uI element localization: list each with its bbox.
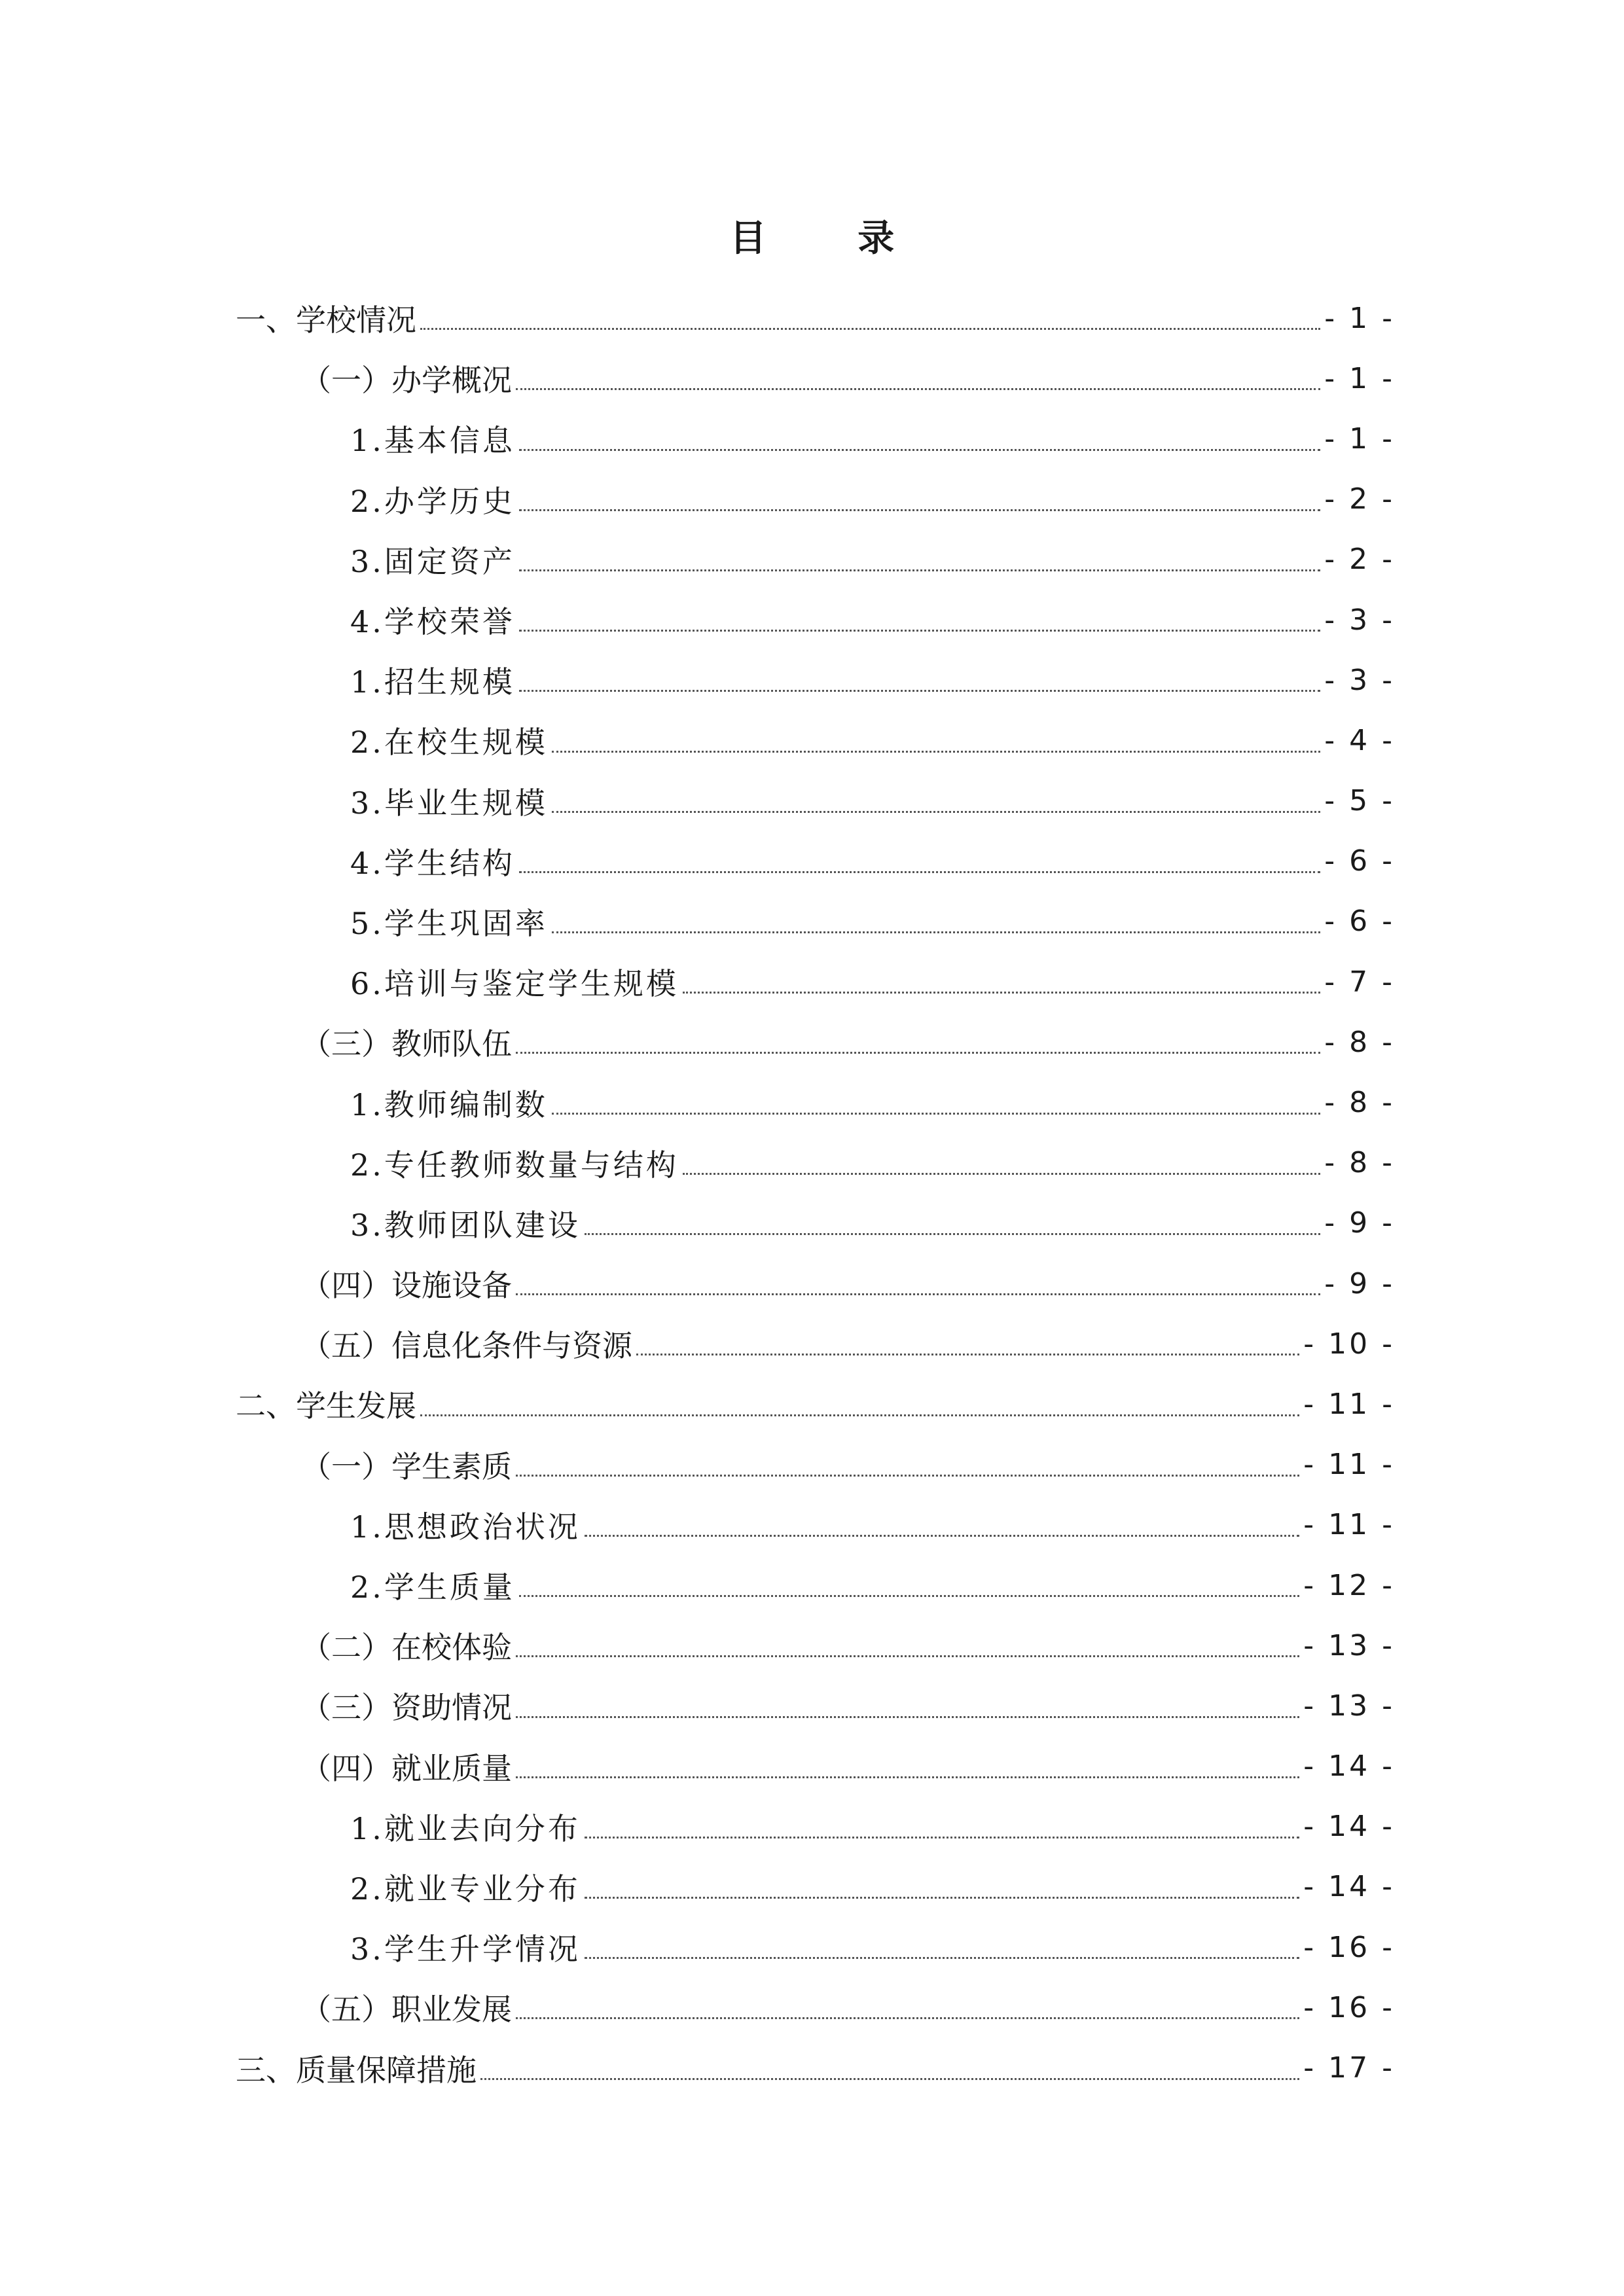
toc-entry[interactable] [0, 710, 1624, 770]
toc-entry-page-number: - 14 - [1303, 1749, 1395, 1784]
toc-entry[interactable] [0, 1314, 1624, 1374]
dot-leader [420, 328, 1320, 330]
dot-leader [683, 992, 1320, 994]
toc-entry-page-number: - 11 - [1303, 1508, 1395, 1542]
toc-entry[interactable] [0, 1736, 1624, 1797]
toc-entry-page-number: - 1 - [1324, 301, 1395, 335]
toc-entry-label: 三、质量保障措施 [236, 2052, 477, 2088]
toc-entry[interactable] [0, 1615, 1624, 1676]
toc-entry-label: 1.基本信息 [350, 423, 515, 459]
toc-entry-page-number: - 14 - [1303, 1870, 1395, 1904]
toc-entry-page-number: - 17 - [1303, 2051, 1395, 2085]
toc-entry-label: 3.学生升学情况 [350, 1931, 581, 1967]
toc-entry[interactable] [0, 1193, 1624, 1253]
toc-entry[interactable] [0, 650, 1624, 710]
dot-leader [585, 1837, 1299, 1839]
toc-entry-page-number: - 13 - [1303, 1689, 1395, 1723]
toc-entry-label: 1.教师编制数 [350, 1086, 548, 1122]
toc-entry-label: （三）资助情况 [301, 1690, 512, 1726]
dot-leader [480, 2078, 1299, 2080]
toc-entry-page-number: - 4 - [1324, 723, 1395, 757]
toc-entry-label: 一、学校情况 [236, 302, 416, 338]
toc-entry[interactable] [0, 529, 1624, 590]
toc-entry-label: （五）信息化条件与资源 [301, 1328, 632, 1364]
toc-entry-page-number: - 11 - [1303, 1448, 1395, 1482]
toc-entry[interactable] [0, 1374, 1624, 1434]
toc-entry[interactable] [0, 771, 1624, 831]
toc-entry-label: （五）职业发展 [301, 1992, 512, 2028]
toc-entry[interactable] [0, 1072, 1624, 1132]
toc-entry-page-number: - 16 - [1303, 1990, 1395, 2024]
toc-entry-label: 4.学校荣誉 [350, 604, 515, 640]
toc-entry-label: 2.学生质量 [350, 1570, 515, 1605]
toc-entry-page-number: - 16 - [1303, 1930, 1395, 1964]
toc-entry[interactable] [0, 1012, 1624, 1072]
toc-entry[interactable] [0, 831, 1624, 891]
toc-entry-label: 2.在校生规模 [350, 725, 548, 761]
toc-entry[interactable] [0, 288, 1624, 348]
toc-entry[interactable] [0, 1917, 1624, 1977]
dot-leader [516, 388, 1320, 390]
toc-entry-label: 5.学生巩固率 [350, 905, 548, 941]
toc-entry-label: 二、学生发展 [236, 1388, 416, 1424]
toc-entry-label: （一）办学概况 [301, 363, 512, 399]
toc-entry-page-number: - 8 - [1324, 1086, 1395, 1120]
toc-entry-page-number: - 8 - [1324, 1025, 1395, 1059]
toc-entry-label: 1.就业去向分布 [350, 1810, 581, 1846]
dot-leader [585, 1535, 1299, 1537]
toc-entry-page-number: - 13 - [1303, 1628, 1395, 1662]
dot-leader [552, 1113, 1320, 1115]
dot-leader [552, 811, 1320, 813]
dot-leader [519, 449, 1320, 451]
toc-entry-label: 2.就业专业分布 [350, 1871, 581, 1907]
toc-entry-page-number: - 10 - [1303, 1327, 1395, 1361]
dot-leader [420, 1414, 1299, 1416]
toc-entry-label: 3.教师团队建设 [350, 1207, 581, 1243]
toc-entry-page-number: - 8 - [1324, 1146, 1395, 1180]
toc-entry-label: （一）学生素质 [301, 1448, 512, 1484]
toc-entry-page-number: - 6 - [1324, 905, 1395, 939]
toc-entry[interactable] [0, 408, 1624, 469]
toc-entry-label: 1.思想政治状况 [350, 1509, 581, 1545]
dot-leader [585, 1897, 1299, 1899]
toc-entry-page-number: - 2 - [1324, 543, 1395, 577]
toc-entry-page-number: - 6 - [1324, 844, 1395, 878]
toc-entry-page-number: - 9 - [1324, 1206, 1395, 1240]
dot-leader [516, 1655, 1299, 1657]
dot-leader [585, 1957, 1299, 1959]
toc-entry[interactable] [0, 1435, 1624, 1495]
table-of-contents [0, 288, 1624, 2098]
toc-entry[interactable] [0, 590, 1624, 650]
toc-entry[interactable] [0, 891, 1624, 952]
toc-entry[interactable] [0, 1797, 1624, 1857]
page-title: 目 录 [729, 217, 934, 260]
toc-entry-label: 1.招生规模 [350, 664, 515, 700]
toc-entry-page-number: - 12 - [1303, 1568, 1395, 1602]
dot-leader [585, 1233, 1320, 1235]
toc-entry-label: （四）就业质量 [301, 1750, 512, 1786]
dot-leader [552, 931, 1320, 933]
toc-entry[interactable] [0, 348, 1624, 408]
dot-leader [516, 1776, 1299, 1778]
toc-entry-label: 2.专任教师数量与结构 [350, 1147, 679, 1183]
dot-leader [552, 751, 1320, 753]
toc-entry-label: 3.固定资产 [350, 543, 515, 579]
toc-entry[interactable] [0, 1857, 1624, 1917]
toc-entry-label: （四）设施设备 [301, 1268, 512, 1304]
toc-entry-page-number: - 1 - [1324, 361, 1395, 395]
toc-entry-label: 4.学生结构 [350, 845, 515, 881]
dot-leader [519, 690, 1320, 692]
toc-entry[interactable] [0, 1253, 1624, 1314]
dot-leader [636, 1354, 1299, 1355]
toc-entry-page-number: - 5 - [1324, 784, 1395, 818]
toc-entry[interactable] [0, 1133, 1624, 1193]
toc-entry[interactable] [0, 1555, 1624, 1615]
toc-entry-label: 2.办学历史 [350, 483, 515, 519]
dot-leader [516, 1716, 1299, 1718]
dot-leader [516, 2017, 1299, 2019]
dot-leader [516, 1052, 1320, 1054]
toc-entry-label: （二）在校体验 [301, 1630, 512, 1666]
dot-leader [519, 509, 1320, 511]
toc-entry-page-number: - 9 - [1324, 1266, 1395, 1300]
toc-entry-label: 3.毕业生规模 [350, 785, 548, 821]
toc-entry-page-number: - 3 - [1324, 603, 1395, 637]
dot-leader [519, 1595, 1299, 1597]
dot-leader [516, 1475, 1299, 1477]
toc-entry[interactable] [0, 469, 1624, 529]
dot-leader [519, 569, 1320, 571]
toc-entry[interactable] [0, 2037, 1624, 2098]
toc-entry-page-number: - 11 - [1303, 1387, 1395, 1421]
toc-entry[interactable] [0, 952, 1624, 1012]
dot-leader [519, 871, 1320, 873]
toc-entry-page-number: - 2 - [1324, 482, 1395, 516]
toc-entry[interactable] [0, 1676, 1624, 1736]
toc-entry-page-number: - 14 - [1303, 1810, 1395, 1844]
toc-entry-label: 6.培训与鉴定学生规模 [350, 966, 679, 1002]
toc-entry-page-number: - 7 - [1324, 965, 1395, 999]
dot-leader [519, 630, 1320, 632]
toc-entry-label: （三）教师队伍 [301, 1026, 512, 1062]
dot-leader [516, 1293, 1320, 1295]
dot-leader [683, 1173, 1320, 1175]
toc-entry[interactable] [0, 1495, 1624, 1555]
toc-entry[interactable] [0, 1977, 1624, 2037]
toc-entry-page-number: - 3 - [1324, 663, 1395, 697]
toc-entry-page-number: - 1 - [1324, 422, 1395, 456]
